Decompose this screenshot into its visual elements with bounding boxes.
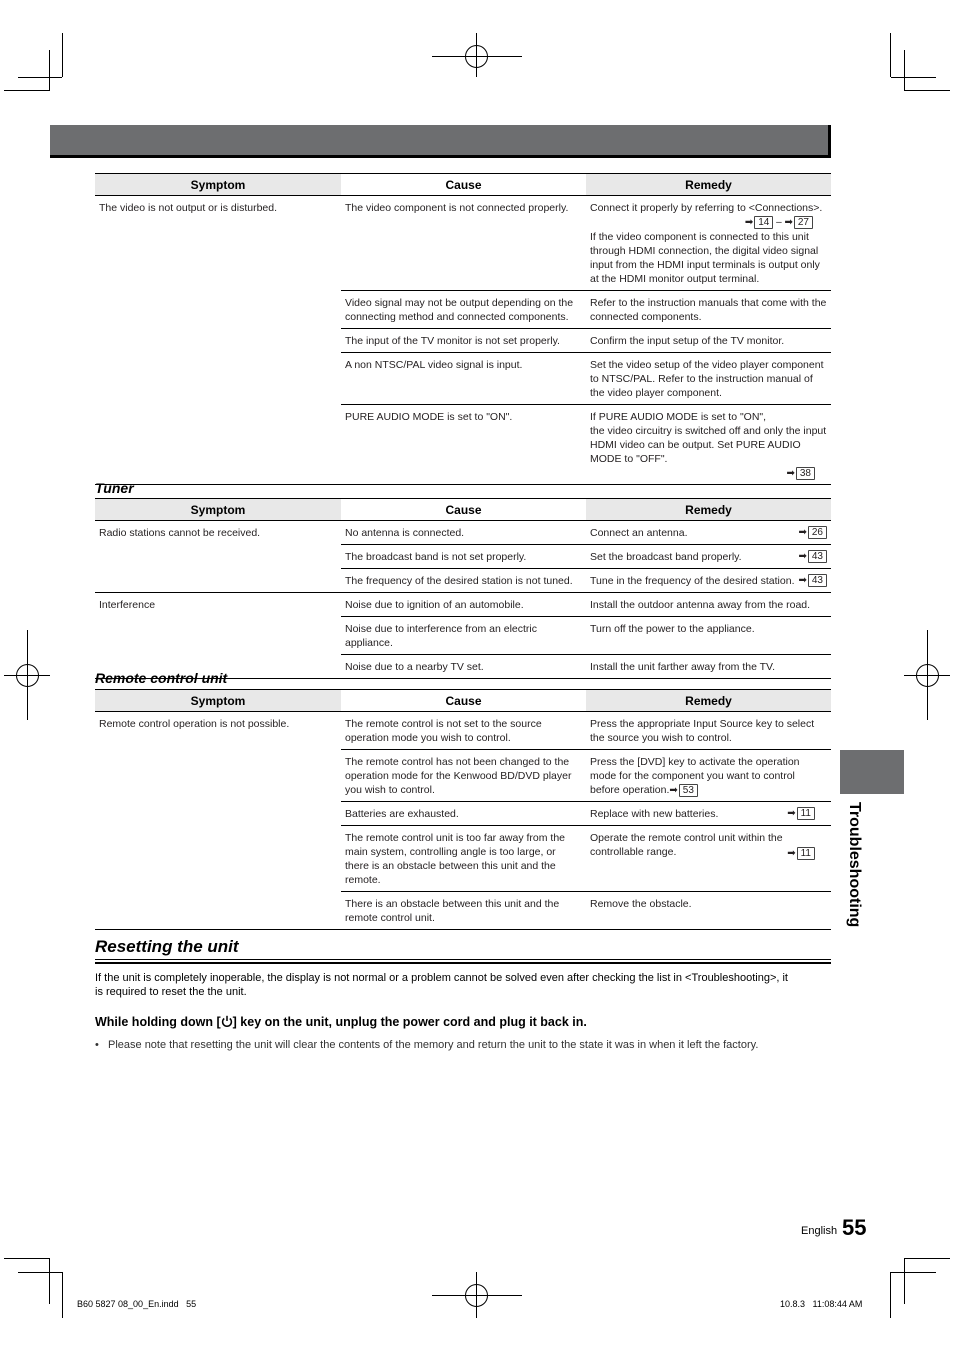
arrow-icon: ➡	[787, 808, 796, 819]
table-cell-cause: Noise due to ignition of an automobile.	[341, 593, 586, 617]
table-cell-symptom: Remote control operation is not possible.	[95, 712, 341, 930]
column-header-remedy: Remedy	[586, 499, 831, 521]
footer-language: English	[801, 1225, 838, 1237]
table-cell-remedy	[586, 405, 831, 485]
page-ref-box: 43	[808, 550, 827, 563]
remote-troubleshooting-table	[95, 689, 831, 930]
arrow-icon: ➡	[669, 785, 678, 796]
video-troubleshooting-table	[95, 173, 831, 485]
table-cell-cause: The frequency of the desired station is not tuned.	[341, 569, 586, 593]
table-cell-remedy: Install the unit farther away from the TV.	[586, 655, 831, 679]
column-header-symptom: Symptom	[95, 499, 341, 521]
page-number: 55	[842, 1215, 867, 1240]
tuner-troubleshooting-table	[95, 498, 831, 679]
page-reference	[590, 466, 827, 480]
table-cell-cause: PURE AUDIO MODE is set to "ON".	[341, 405, 586, 485]
table-cell-cause: A non NTSC/PAL video signal is input.	[341, 353, 586, 405]
section-rule	[95, 959, 831, 960]
header-banner	[50, 125, 831, 158]
arrow-icon: ➡	[784, 217, 793, 228]
page-reference	[798, 574, 827, 587]
table-cell-cause: No antenna is connected.	[341, 521, 586, 545]
table-cell-remedy: Confirm the input setup of the TV monitor.	[586, 329, 831, 353]
page-ref-box: 27	[794, 216, 813, 229]
reset-intro: If the unit is completely inoperable, the display is not normal or a problem cannot be solved even after checking the list in <Troubleshooting>, it is required to reset the the unit.	[95, 972, 788, 998]
table-cell-symptom: The video is not output or is disturbed.	[95, 196, 341, 485]
remedy-text: If PURE AUDIO MODE is set to "ON",	[590, 411, 767, 423]
power-icon	[221, 1015, 233, 1028]
reset-instruction-before: While holding down [	[95, 1015, 221, 1029]
arrow-icon: ➡	[798, 575, 807, 586]
bullet: •	[95, 1039, 99, 1051]
remedy-text: If the video component is connected to this unit through HDMI connection, the digital video signal input from the HDMI input terminals is output only at the HDMI monitor output terminal.	[590, 231, 820, 285]
reset-note	[95, 1038, 831, 1052]
page-ref-box: 38	[796, 467, 815, 480]
remedy-text: Set the broadcast band properly.	[590, 551, 742, 563]
arrow-icon: ➡	[786, 468, 795, 479]
column-header-remedy: Remedy	[586, 690, 831, 712]
section-title-resetting: Resetting the unit	[95, 937, 239, 956]
section-title-remote: Remote control unit	[95, 670, 228, 686]
table-cell-remedy	[586, 826, 831, 892]
remedy-text: Operate the remote control unit within the controllable range.	[590, 832, 783, 858]
table-cell-cause: The remote control is not set to the source operation mode you wish to control.	[341, 712, 586, 750]
table-cell-remedy	[586, 802, 831, 826]
page-reference	[669, 784, 698, 797]
table-cell-remedy	[586, 521, 831, 545]
table-cell-remedy	[586, 569, 831, 593]
page-ref-box: 11	[797, 847, 815, 860]
page-ref-box: 11	[797, 807, 815, 820]
side-tab-text: Troubleshooting	[846, 802, 863, 928]
remedy-text: Press the [DVD] key to activate the operation mode for the component you want to control before operation.	[590, 756, 800, 796]
side-tab	[840, 750, 904, 794]
remedy-text: Tune in the frequency of the desired station.	[590, 575, 795, 587]
table-cell-cause: There is an obstacle between this unit and the remote control unit.	[341, 892, 586, 930]
remedy-text: Connect it properly by referring to <Connections>.	[590, 202, 823, 214]
table-cell-symptom: Radio stations cannot be received.	[95, 521, 341, 593]
table-cell-cause: Batteries are exhausted.	[341, 802, 586, 826]
table-cell-cause: The broadcast band is not set properly.	[341, 545, 586, 569]
table-cell-cause: Noise due to a nearby TV set.	[341, 655, 586, 679]
column-header-symptom: Symptom	[95, 690, 341, 712]
table-cell-symptom: Interference	[95, 593, 341, 679]
remedy-text: the video circuitry is switched off and only the input HDMI video can be output. Set PURE AUDIO MODE to "OFF".	[590, 425, 827, 465]
table-cell-remedy: Set the video setup of the video player component to NTSC/PAL. Refer to the instruction manual of the video player component.	[586, 353, 831, 405]
table-cell-remedy	[586, 196, 831, 291]
section-rule	[95, 962, 831, 964]
arrow-icon: ➡	[787, 848, 796, 859]
table-cell-remedy: Remove the obstacle.	[586, 892, 831, 930]
column-header-cause: Cause	[341, 499, 586, 521]
table-cell-remedy: Refer to the instruction manuals that come with the connected components.	[586, 291, 831, 329]
table-cell-remedy	[586, 545, 831, 569]
table-cell-cause: The remote control has not been changed to the operation mode for the Kenwood BD/DVD player you wish to control.	[341, 750, 586, 802]
column-header-remedy: Remedy	[586, 174, 831, 196]
remedy-text: Connect an antenna.	[590, 527, 688, 539]
page-reference	[590, 215, 827, 229]
page-reference	[787, 807, 815, 820]
footer-filename: B60 5827 08_00_En.indd 55	[77, 1299, 197, 1309]
table-cell-remedy: Turn off the power to the appliance.	[586, 617, 831, 655]
column-header-symptom: Symptom	[95, 174, 341, 196]
table-cell-remedy	[586, 750, 831, 802]
page-ref-box: 14	[754, 216, 773, 229]
reset-note-text: Please note that resetting the unit will clear the contents of the memory and return the unit to the state it was in when it left the factory.	[108, 1039, 759, 1051]
footer-timestamp: 10.8.3 11:08:44 AM	[780, 1299, 863, 1309]
column-header-cause: Cause	[341, 690, 586, 712]
page-reference	[798, 526, 827, 539]
arrow-icon: ➡	[798, 527, 807, 538]
table-cell-cause: The input of the TV monitor is not set properly.	[341, 329, 586, 353]
page-reference	[798, 550, 827, 563]
arrow-icon: ➡	[798, 551, 807, 562]
column-header-cause: Cause	[341, 174, 586, 196]
table-cell-cause: The video component is not connected properly.	[341, 196, 586, 291]
reset-instruction-after: ] key on the unit, unplug the power cord and plug it back in.	[232, 1015, 587, 1029]
page-ref-box: 43	[808, 574, 827, 587]
table-cell-cause: Video signal may not be output depending on the connecting method and connected components.	[341, 291, 586, 329]
remedy-text: Replace with new batteries.	[590, 808, 719, 820]
table-cell-cause: Noise due to interference from an electric appliance.	[341, 617, 586, 655]
arrow-icon: ➡	[744, 217, 754, 228]
page-ref-box: 26	[808, 526, 827, 539]
table-cell-remedy: Press the appropriate Input Source key to select the source you wish to control.	[586, 712, 831, 750]
side-tab-label	[845, 802, 863, 942]
ref-dash: –	[776, 217, 782, 228]
table-cell-remedy: Install the outdoor antenna away from the road.	[586, 593, 831, 617]
page-ref-box: 53	[679, 784, 698, 797]
section-title-tuner: Tuner	[95, 480, 134, 496]
reset-instruction	[95, 1015, 587, 1029]
table-cell-cause: The remote control unit is too far away from the main system, controlling angle is too large, or there is an obstacle between this unit and the remote.	[341, 826, 586, 892]
